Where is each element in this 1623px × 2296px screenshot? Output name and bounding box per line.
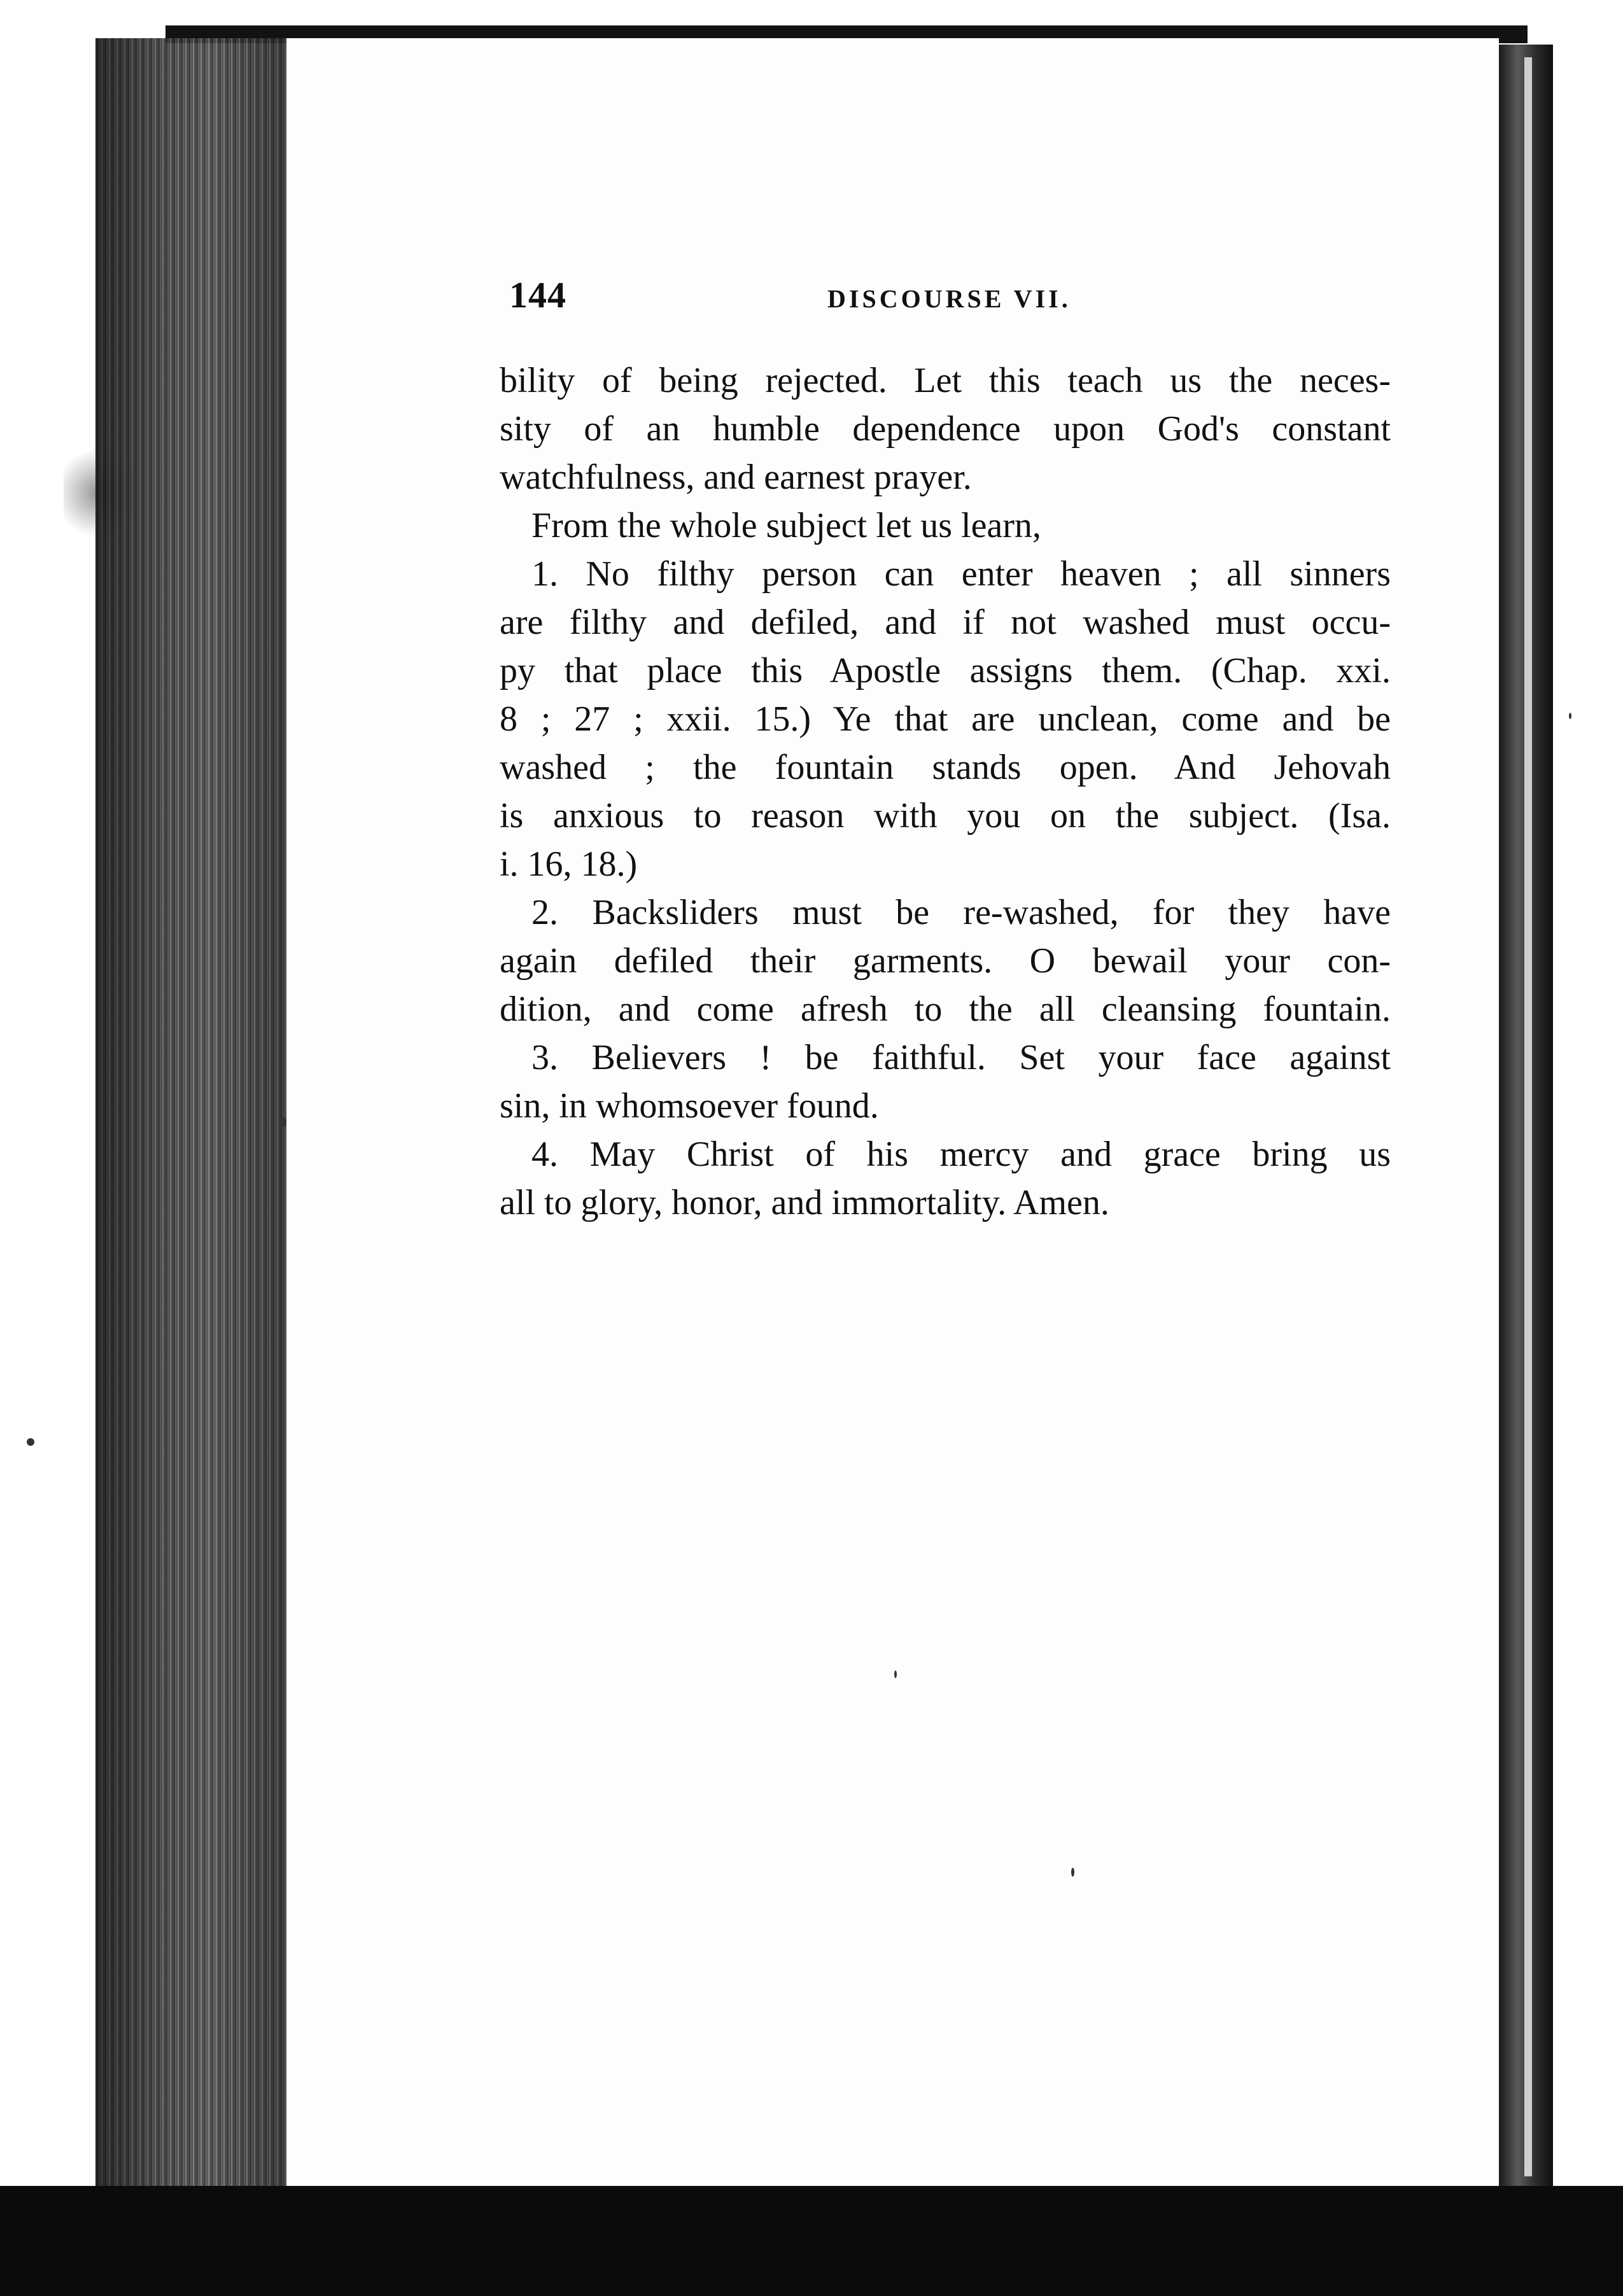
text-line: washed ; the fountain stands open. And Jehovah <box>500 748 1391 787</box>
scanner-bed <box>0 2186 1623 2296</box>
text-line: watchfulness, and earnest prayer. <box>500 458 972 497</box>
text-line: again defiled their garments. O bewail your con- <box>500 941 1391 981</box>
text-line: 3. Believers ! be faithful. Set your face against <box>531 1038 1391 1077</box>
book-page-edges-shading <box>95 38 286 2189</box>
ink-speck <box>1569 713 1571 719</box>
running-head <box>509 274 1400 318</box>
text-line: all to glory, honor, and immortality. Amen. <box>500 1183 1109 1222</box>
left-margin <box>0 0 95 2186</box>
ink-speck <box>1071 1868 1074 1877</box>
text-line: i. 16, 18.) <box>500 844 638 884</box>
text-line: From the whole subject let us learn, <box>531 506 1041 545</box>
facing-page-highlight <box>1524 57 1532 2176</box>
text-line: is anxious to reason with you on the subject. (Isa. <box>500 796 1391 836</box>
ink-speck <box>27 1438 34 1446</box>
running-head-title: DISCOURSE VII. <box>827 284 1071 313</box>
ink-speck <box>894 1670 897 1678</box>
text-line: sin, in whomsoever found. <box>500 1086 879 1126</box>
text-line: bility of being rejected. Let this teach us the neces- <box>500 361 1391 400</box>
text-line: 4. May Christ of his mercy and grace bring us <box>531 1135 1391 1174</box>
text-line: dition, and come afresh to the all cleansing fountain. <box>500 990 1391 1029</box>
text-line: 8 ; 27 ; xxii. 15.) Ye that are unclean, come and be <box>500 699 1391 739</box>
body-text <box>500 356 1391 1227</box>
text-line: 2. Backsliders must be re-washed, for they have <box>531 893 1391 932</box>
text-line: are filthy and defiled, and if not washed must occu- <box>500 603 1391 642</box>
text-line: sity of an humble dependence upon God's constant <box>500 409 1391 449</box>
ink-speck <box>280 1117 286 1127</box>
text-line: 1. No filthy person can enter heaven ; all sinners <box>531 554 1391 594</box>
text-line: py that place this Apostle assigns them. (Chap. xxi. <box>500 651 1391 690</box>
page-number: 144 <box>509 274 566 316</box>
